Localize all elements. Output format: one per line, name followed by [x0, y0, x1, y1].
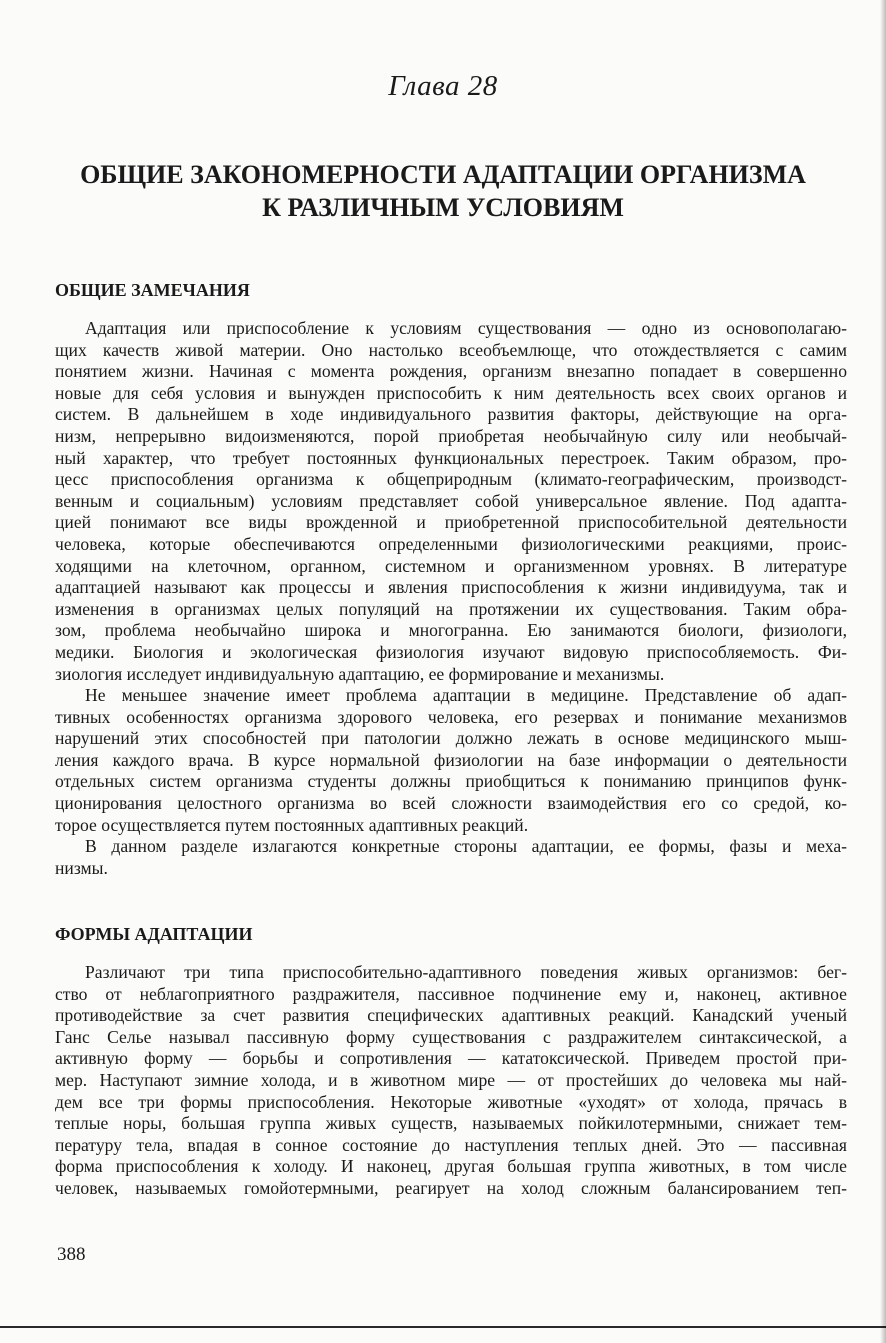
text-line: форма приспособления к холоду. И наконец, другая большая группа животных, в том числе [55, 1156, 847, 1177]
chapter-title-line-1: ОБЩИЕ ЗАКОНОМЕРНОСТИ АДАПТАЦИИ ОРГАНИЗМА [80, 160, 806, 189]
text-line: активную форму — борьбы и сопротивления — кататоксической. Приведем простой при- [55, 1048, 847, 1069]
text-line: медики. Биология и экологическая физиология изучают видовую приспособляемость. Фи- [55, 641, 847, 662]
text-line: низмы. [55, 857, 108, 878]
text-line: ный характер, что требует постоянных функциональных перестроек. Таким образом, про- [55, 447, 847, 468]
text-line: новые для себя условия и вынужден приспособить к ним деятельность всех своих органов и [55, 382, 847, 403]
text-line: ционирования целостного организма во всей сложности взаимодействия его со средой, ко- [55, 793, 847, 814]
text-line: теплые норы, большая группа живых существ, называемых пойкилотермными, снижает тем- [55, 1113, 847, 1134]
text-line: человека, которые обеспечиваются определенными физиологическими реакциями, проис- [55, 533, 847, 554]
text-line: пературу тела, впадая в сонное состояние до наступления теплых дней. Это — пассивная [55, 1134, 847, 1155]
text-line: зиология исследует индивидуальную адаптацию, ее формирование и механизмы. [55, 663, 665, 684]
bottom-divider [0, 1326, 886, 1328]
text-line: Различают три типа приспособительно-адаптивного поведения живых организмов: бег- [85, 962, 847, 982]
text-line: понятием жизни. Начиная с момента рождения, организм внезапно попадает в совершенно [55, 361, 847, 382]
text-line: отдельных систем организма студенты должны приобщиться к пониманию принципов функ- [55, 771, 847, 792]
text-line: дем все три формы приспособления. Некоторые животные «уходят» от холода, прячась в [55, 1091, 847, 1112]
text-line: ство от неблагоприятного раздражителя, пассивное подчинение ему и, наконец, активное [55, 983, 847, 1004]
text-line: ления каждого врача. В курсе нормальной физиологии на базе информации о деятельности [55, 749, 847, 770]
text-line: торое осуществляется путем постоянных адаптивных реакций. [55, 814, 529, 835]
chapter-title [40, 158, 846, 224]
text-line: цией понимают все виды врожденной и приобретенной приспособительной деятельности [55, 512, 847, 533]
text-line: венным и социальным) условиям представляет собой универсальное явление. Под адапта- [55, 490, 847, 511]
text-line: противодействие за счет развития специфических адаптивных реакций. Канадский ученый [55, 1005, 847, 1026]
text-line: низм, непрерывно видоизменяются, порой приобретая необычайную силу или необычай- [55, 425, 847, 446]
text-line: щих качеств живой материи. Оно настолько всеобъемлюще, что отождествляется с самим [55, 339, 847, 360]
text-line: Ганс Селье называл пассивную форму существования с раздражителем синтаксической, а [55, 1026, 847, 1047]
text-line: Не меньшее значение имеет проблема адаптации в медицине. Представление об адап- [85, 685, 847, 706]
text-line: систем. В дальнейшем в ходе индивидуального развития факторы, действующие на орга- [55, 404, 847, 425]
text-line: нарушений этих способностей при патологии должно лежать в основе медицинского мыш- [55, 728, 847, 749]
section-general-remarks-text [55, 318, 847, 879]
text-line: ходящими на клеточном, органном, системном и организменном уровнях. В литературе [55, 555, 847, 576]
text-line: Адаптация или приспособление к условиям существования — одно из основополагаю- [85, 318, 847, 338]
text-line: человек, называемых гомойотермными, реагирует на холод сложным балансированием теп- [55, 1177, 847, 1198]
page-number: 388 [57, 1244, 86, 1265]
section-heading-general-remarks: ОБЩИЕ ЗАМЕЧАНИЯ [55, 280, 250, 300]
text-line: тивных особенностях организма здорового человека, его резервах и понимание механизмов [55, 706, 847, 727]
section-heading-forms-of-adaptation: ФОРМЫ АДАПТАЦИИ [55, 924, 253, 944]
chapter-number: Глава 28 [388, 70, 498, 102]
section-forms-of-adaptation-text [55, 962, 847, 1200]
text-line: В данном разделе излагаются конкретные стороны адаптации, ее формы, фазы и меха- [85, 836, 847, 857]
scan-edge-shadow [880, 0, 886, 1343]
chapter-title-line-2: К РАЗЛИЧНЫМ УСЛОВИЯМ [262, 193, 624, 222]
text-line: изменения в организмах целых популяций на протяжении их существования. Таким обра- [55, 598, 847, 619]
text-line: мер. Наступают зимние холода, и в животном мире — от простейших до человека мы най- [55, 1069, 847, 1090]
text-line: цесс приспособления организма к общеприродным (климато-географическим, производст- [55, 469, 847, 490]
text-line: зом, проблема необычайно широка и многогранна. Ею занимаются биологи, физиологи, [55, 620, 847, 641]
text-line: адаптацией называют как процессы и явления приспособления к жизни индивидуума, так и [55, 577, 847, 598]
